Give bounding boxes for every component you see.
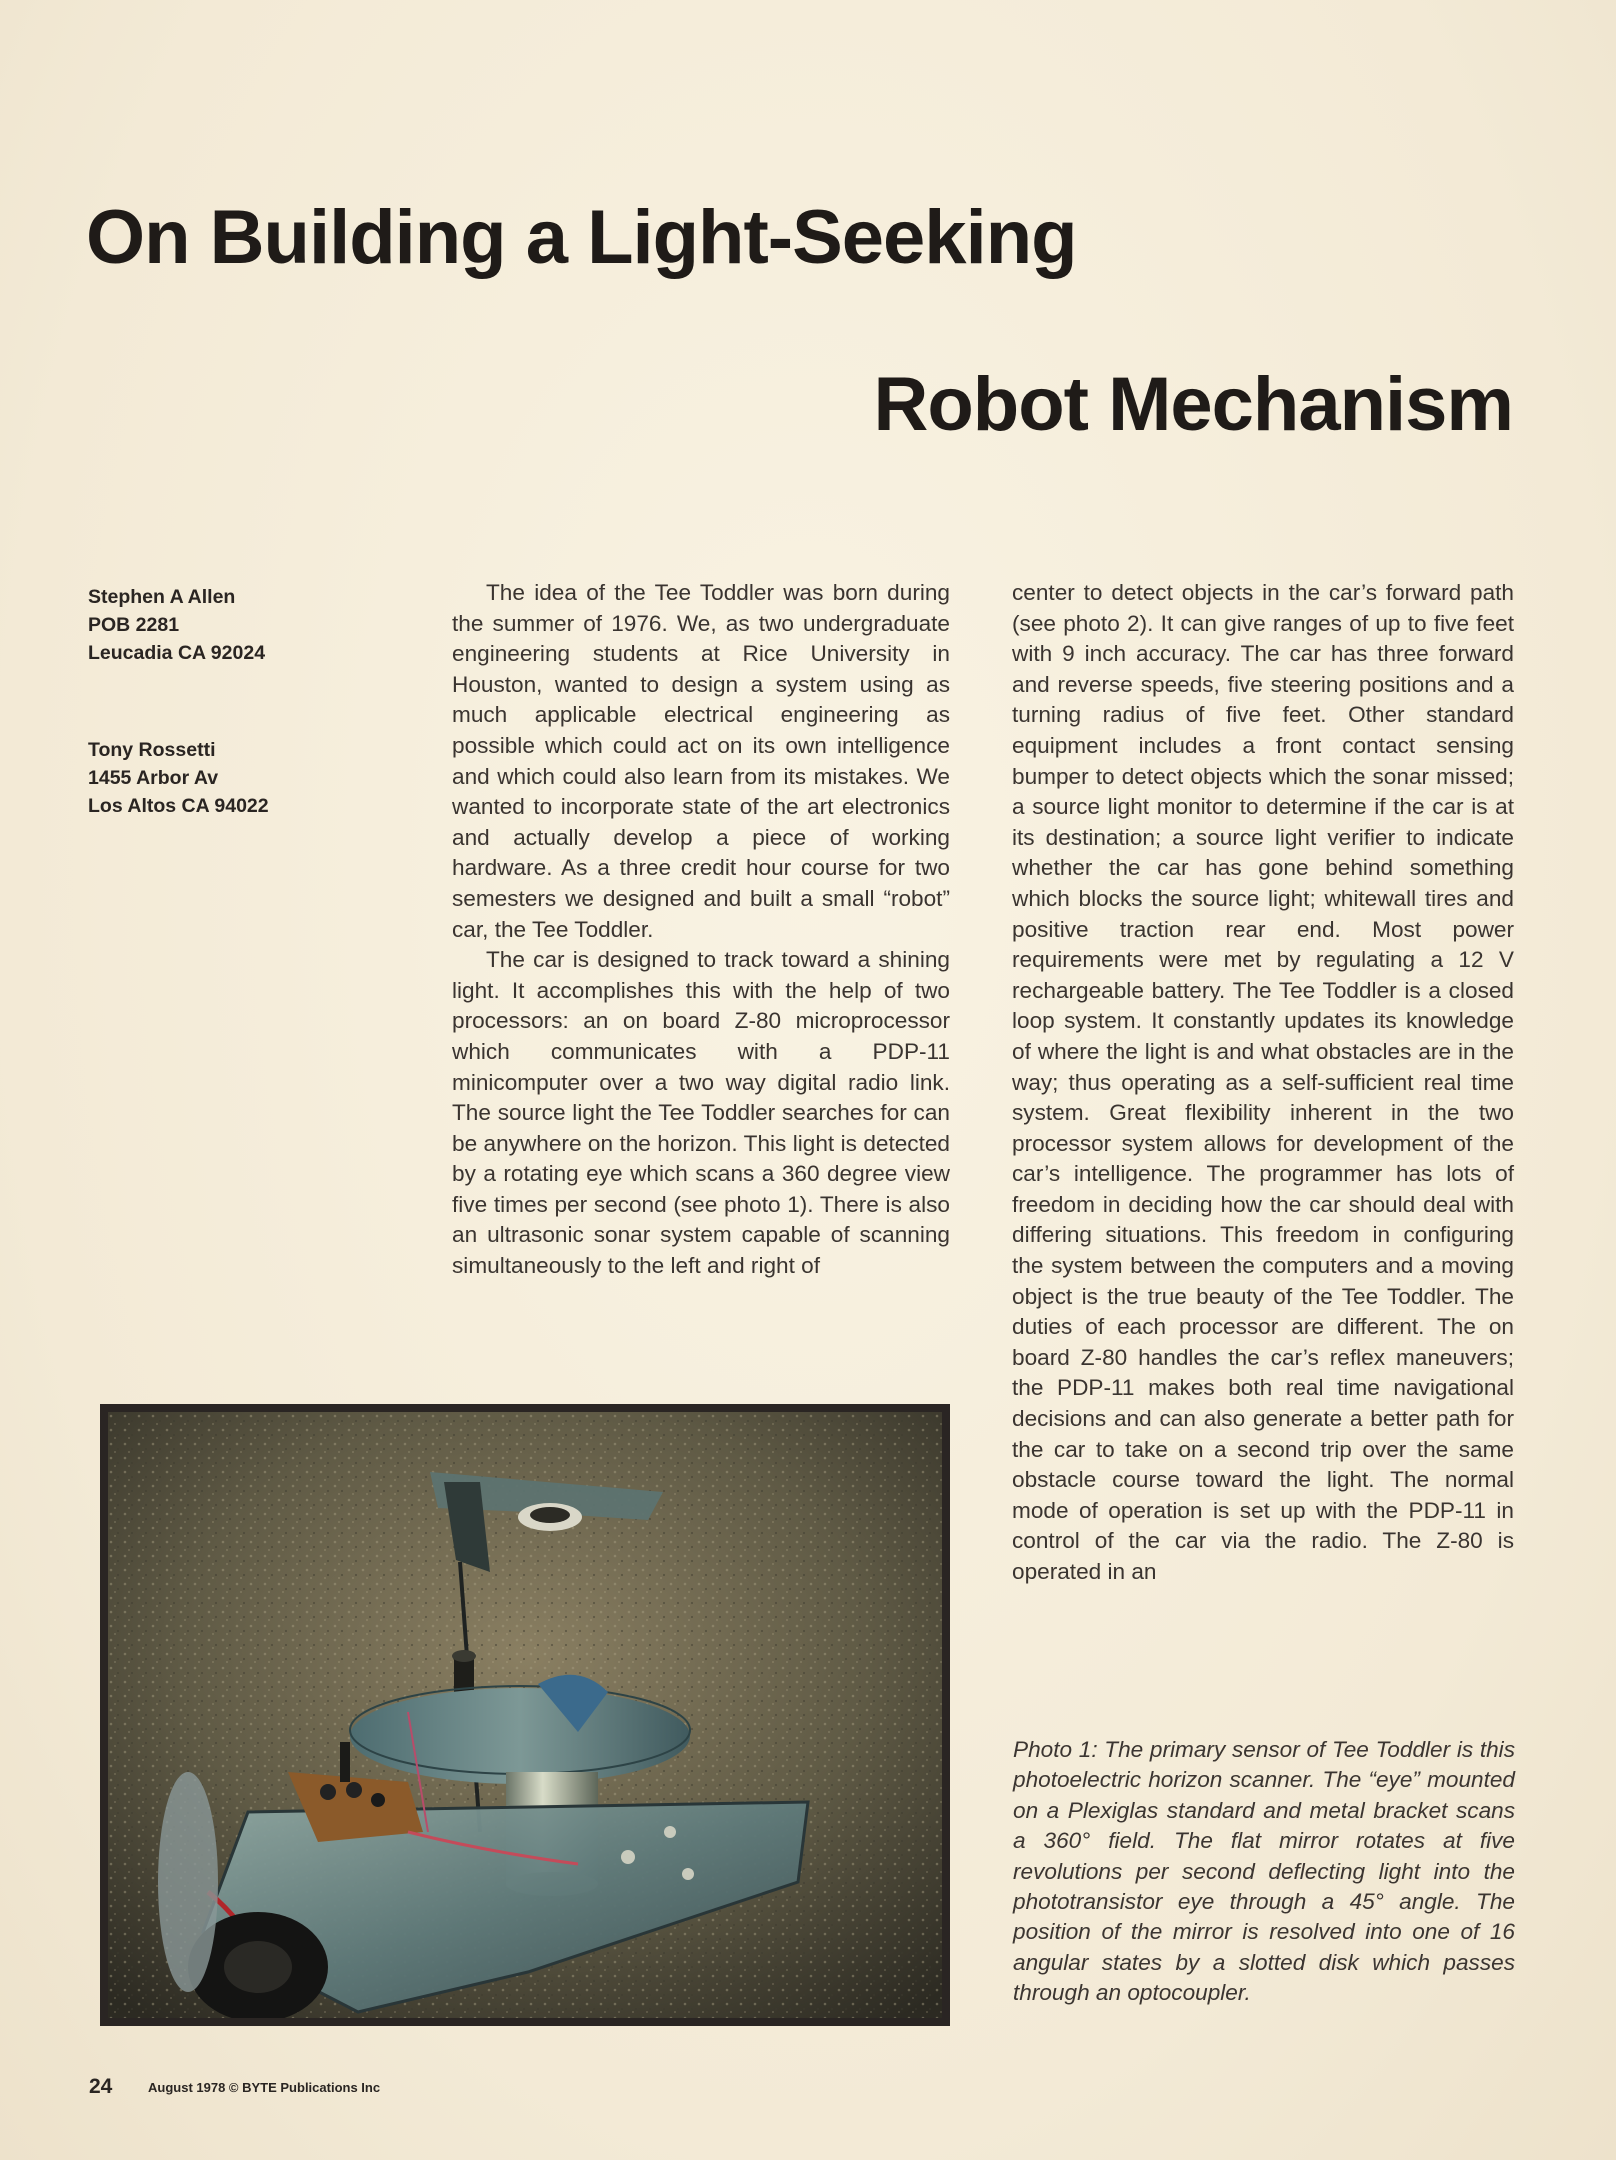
article-title-line-1: On Building a Light-Seeking bbox=[86, 195, 1077, 280]
author-address-line: Leucadia CA 92024 bbox=[88, 642, 266, 664]
article-title-line-2: Robot Mechanism bbox=[873, 362, 1513, 447]
photo-1 bbox=[100, 1404, 950, 2026]
page-number: 24 bbox=[89, 2075, 113, 2098]
author-block-1 bbox=[88, 583, 265, 667]
body-column-1 bbox=[452, 578, 950, 1282]
publication-credit: August 1978 © BYTE Publications Inc bbox=[148, 2080, 381, 2095]
author-address-line: POB 2281 bbox=[88, 614, 180, 636]
photo-caption: Photo 1: The primary sensor of Tee Toddler is this photoelectric horizon scanner. The “eye” mounted on a Plexiglas standard and metal bracket scans a 360° field. The flat mirror rotates at five revolutions per second deflecting light into the phototransistor eye through a 45° angle. The position of the mirror is resolved into one of 16 angular states by a slotted disk which passes through an optocoupler. bbox=[1013, 1737, 1515, 2006]
body-paragraph: The idea of the Tee Toddler was born during the summer of 1976. We, as two undergraduate engineering students at Rice University in Houston, wanted to design a system using as much applicable electrical engineering as possible which could act on its own intelligence and which could also learn from its mistakes. We wanted to incorporate state of the art electronics and actually develop a piece of working hardware. As a three credit hour course for two semesters we designed and built a small “robot” car, the Tee Toddler. bbox=[452, 580, 950, 942]
author-name: Stephen A Allen bbox=[88, 586, 236, 608]
body-paragraph: The car is designed to track toward a shining light. It accomplishes this with the help of two processors: an on board Z-80 microprocessor which communicates with a PDP-11 minicomputer over a two way digital radio link. The source light the Tee Toddler searches for can be anywhere on the horizon. This light is detected by a rotating eye which scans a 360 degree view five times per second (see photo 1). There is also an ultrasonic sonar system capable of scanning simultaneously to the left and right of bbox=[452, 947, 950, 1279]
body-column-2 bbox=[1012, 578, 1514, 1588]
author-name: Tony Rossetti bbox=[88, 739, 216, 761]
author-address-line: Los Altos CA 94022 bbox=[88, 795, 269, 817]
body-paragraph: center to detect objects in the car’s forward path (see photo 2). It can give ranges of up to five feet with 9 inch accuracy. The car has three forward and reverse speeds, five steering positions and a turning radius of five feet. Other standard equipment includes a front contact sensing bumper to detect objects which the sonar missed; a source light monitor to determine if the car is at its destination; a source light verifier to indicate whether the car has gone behind something which blocks the source light; whitewall tires and positive traction rear end. Most power requirements were met by regulating a 12 V rechargeable battery. The Tee Toddler is a closed loop system. It constantly updates its knowledge of where the light is and what obstacles are in the way; thus operating as a self-sufficient real time system. Great flexibility inherent in the two processor system allows for development of the car’s intelligence. The programmer has lots of freedom in deciding how the car should deal with differing situations. This freedom in configuring the system between the computers and a moving object is the true beauty of the Tee Toddler. The duties of each processor are different. The on board Z-80 handles the car’s reflex maneuvers; the PDP-11 makes both real time navigational decisions and can also generate a better path for the car to take on a second trip over the same obstacle course toward the light. The normal mode of operation is set up with the PDP-11 in control of the car via the radio. The Z-80 is operated in an bbox=[1012, 580, 1514, 1584]
author-address-line: 1455 Arbor Av bbox=[88, 767, 219, 789]
robot-photo-illustration bbox=[108, 1412, 942, 2018]
author-block-2 bbox=[88, 736, 269, 820]
